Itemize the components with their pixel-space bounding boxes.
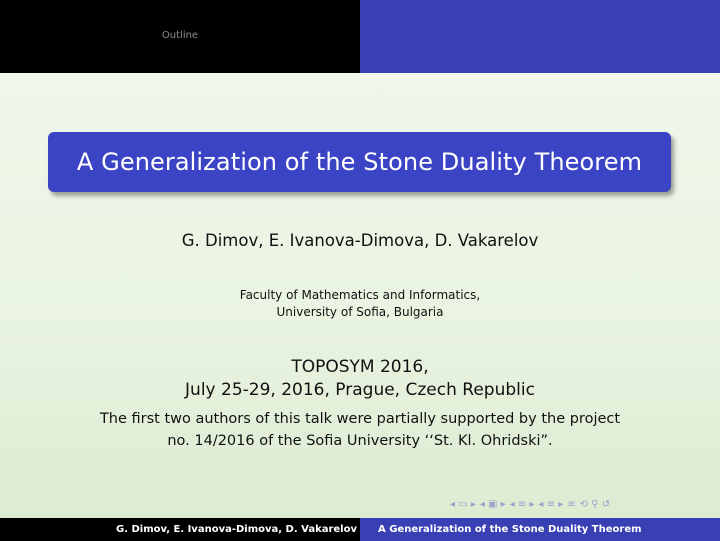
conference-line-2: July 25-29, 2016, Prague, Czech Republic	[185, 380, 535, 400]
navigation-controls	[450, 497, 718, 513]
header-right-panel	[360, 0, 720, 73]
nav-first-icon[interactable]: ◂ ▭ ▸	[450, 499, 476, 510]
slide-title: A Generalization of the Stone Duality Theorem	[76, 148, 643, 176]
affiliation-line-2: University of Sofia, Bulgaria	[276, 305, 444, 319]
conference-line-1: TOPOSYM 2016,	[291, 357, 429, 377]
nav-section-icon[interactable]: ◂ ≡ ▸	[509, 499, 535, 510]
footer-right-panel	[360, 518, 720, 541]
footer-bar	[0, 518, 720, 541]
authors: G. Dimov, E. Ivanova-Dimova, D. Vakarelov	[181, 231, 539, 250]
nav-divider-icon: ≡	[567, 499, 576, 510]
affiliation-line-1: Faculty of Mathematics and Informatics,	[239, 288, 481, 302]
nav-frame-back-icon[interactable]: ◂ ▣ ▸	[479, 499, 506, 510]
footer-left-panel	[0, 518, 360, 541]
title-block	[48, 132, 671, 192]
header-bar	[0, 0, 720, 73]
outline-link[interactable]: Outline	[161, 30, 199, 41]
header-left-panel	[0, 0, 360, 73]
support-line-1: The first two authors of this talk were partially supported by the project	[99, 411, 621, 427]
support-line-2: no. 14/2016 of the Sofia University ‘‘St. Kl. Ohridski”.	[167, 433, 553, 449]
footer-authors: G. Dimov, E. Ivanova-Dimova, D. Vakarelov	[115, 524, 357, 535]
nav-search-icon[interactable]: ⟲ ⚲ ↺	[579, 499, 611, 510]
footer-title: A Generalization of the Stone Duality Theorem	[378, 524, 642, 535]
nav-subsection-icon[interactable]: ◂ ≡ ▸	[538, 499, 564, 510]
